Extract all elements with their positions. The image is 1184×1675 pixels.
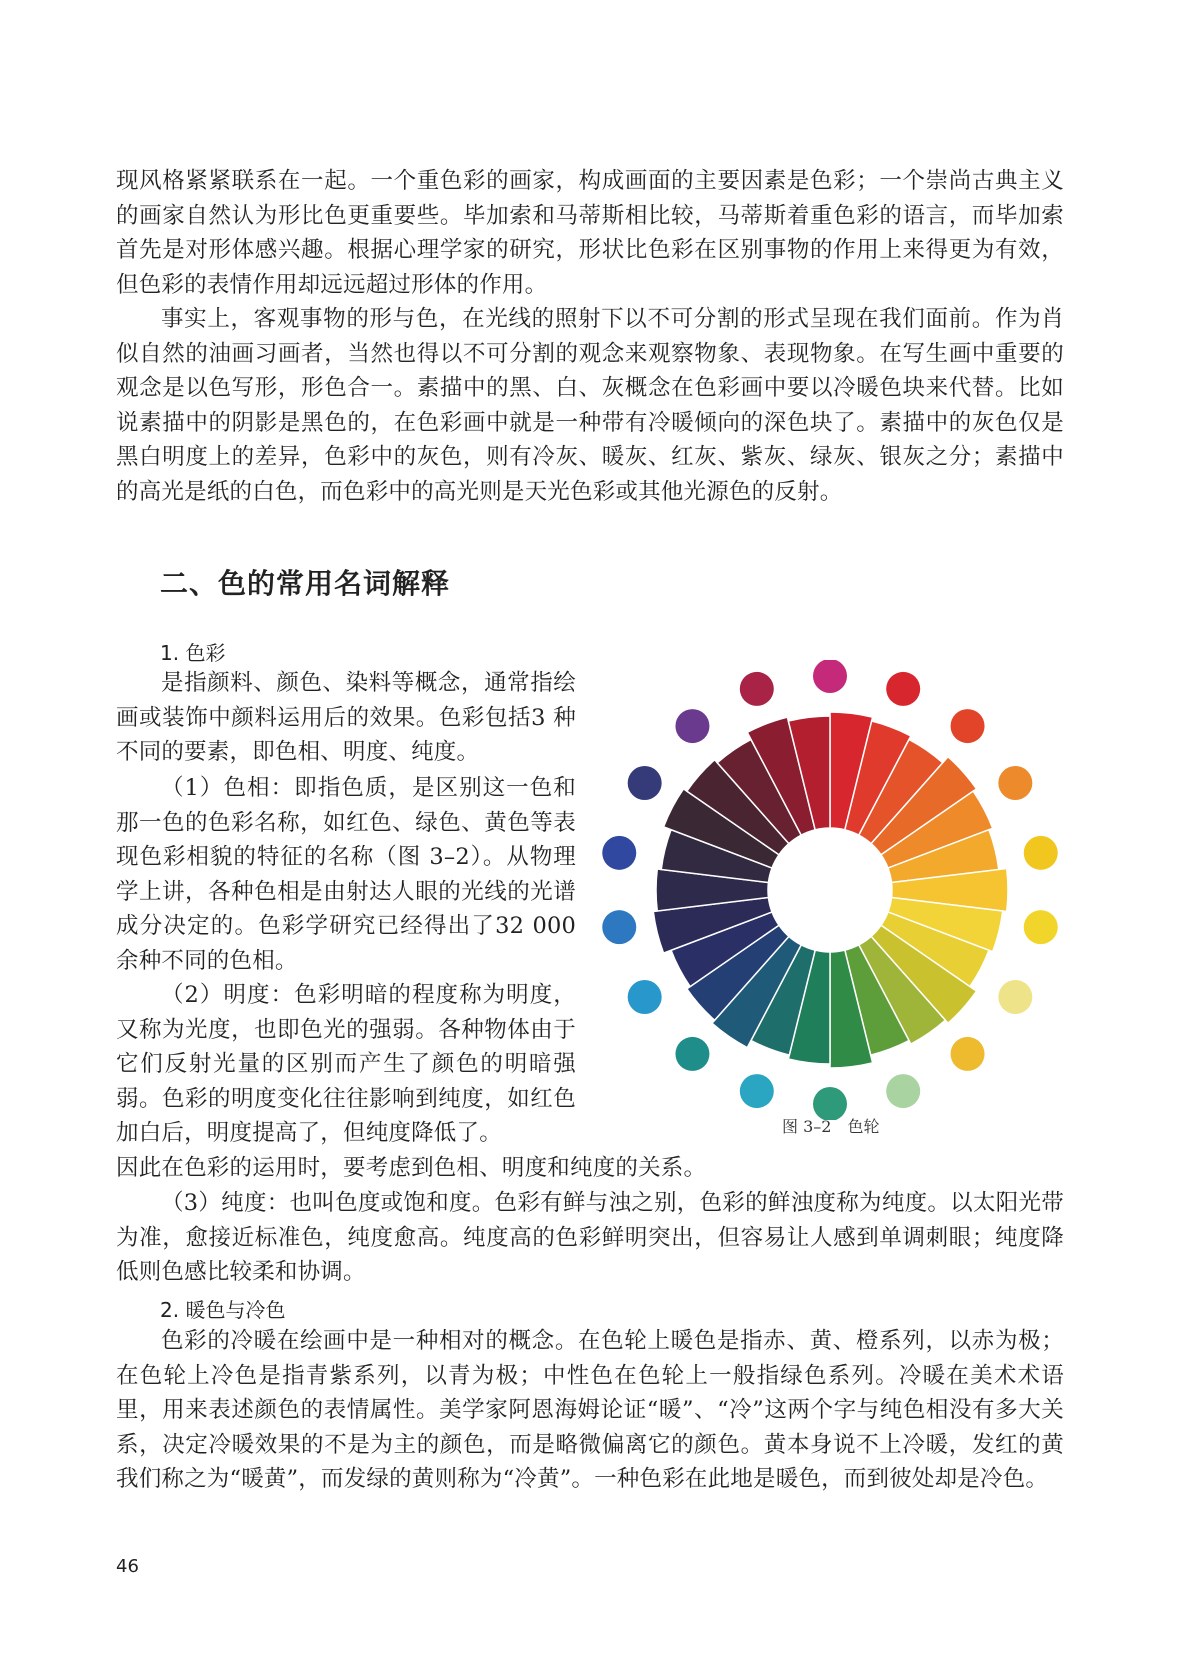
color-swatch-dot: [886, 672, 920, 706]
color-swatch-dot: [813, 660, 847, 693]
color-swatch-dot: [628, 980, 662, 1014]
color-swatch-dot: [998, 766, 1032, 800]
color-swatch-dot: [675, 1037, 709, 1071]
color-swatch-dot: [998, 980, 1032, 1014]
paragraph-saturation: （3）纯度：也叫色度或饱和度。色彩有鲜与浊之别，色彩的鲜浊度称为纯度。以太阳光带为准，愈接近标准色，纯度愈高。纯度高的色彩鲜明突出，但容易让人感到单调刺眼；纯度降低则色感比较柔和协调。: [116, 1190, 1064, 1286]
paragraph-form-and-color: 事实上，客观事物的形与色，在光线的照射下以不可分割的形式呈现在我们面前。作为肖似自然的油画习画者，当然也得以不可分割的观念来观察物象、表现物象。在写生画中重要的观念是以色写形，形色合一。素描中的黑、白、灰概念在色彩画中要以冷暖色块来代替。比如说素描中的阴影是黑色的，在色彩画中就是一种带有冷暖倾向的深色块了。素描中的灰色仅是黑白明度上的差异，色彩中的灰色，则有冷灰、暖灰、红灰、紫灰、绿灰、银灰之分；素描中的高光是纸的白色，而色彩中的高光则是天光色彩或其他光源色的反射。: [116, 306, 1064, 505]
paragraph-continued: 现风格紧紧联系在一起。一个重色彩的画家，构成画面的主要因素是色彩；一个崇尚古典主义的画家自然认为形比色更重要些。毕加索和马蒂斯相比较，马蒂斯着重色彩的语言，而毕加索首先是对形体感兴趣。根据心理学家的研究，形状比色彩在区别事物的作用上来得更为有效，但色彩的表情作用却远远超过形体的作用。: [116, 168, 1064, 298]
color-swatch-dot: [951, 709, 985, 743]
paragraph-value: （2）明度：色彩明暗的程度称为明度，又称为光度，也即色光的强弱。各种物体由于它们反射光量的区别而产生了颜色的明暗强弱。色彩的明度变化往往影响到纯度，如红色加白后，明度提高了，但纯度降低了。: [116, 982, 576, 1147]
subsection-heading-color: 1. 色彩: [160, 641, 226, 665]
color-wheel-figure: [600, 660, 1060, 1120]
color-swatch-dot: [628, 766, 662, 800]
subsection-heading-warm-cool: 2. 暖色与冷色: [160, 1298, 286, 1322]
section-heading: 二、色的常用名词解释: [160, 567, 451, 600]
paragraph-warm-cool: 色彩的冷暖在绘画中是一种相对的概念。在色轮上暖色是指赤、黄、橙系列，以赤为极；在色轮上冷色是指青紫系列，以青为极；中性色在色轮上一般指绿色系列。冷暖在美术术语里，用来表述颜色的表情属性。美学家阿恩海姆论证“暖”、“冷”这两个字与纯色相没有多大关系，决定冷暖效果的不是为主的颜色，而是略微偏离它的颜色。黄本身说不上冷暖，发红的黄我们称之为“暖黄”，而发绿的黄则称为“冷黄”。一种色彩在此地是暖色，而到彼处却是冷色。: [116, 1328, 1064, 1493]
color-swatch-dot: [602, 836, 636, 870]
color-swatch-dot: [675, 709, 709, 743]
color-swatch-dot: [886, 1074, 920, 1108]
paragraph-hue: （1）色相：即指色质，是区别这一色和那一色的色彩名称，如红色、绿色、黄色等表现色彩相貌的特征的名称（图 3–2）。从物理学上讲，各种色相是由射达人眼的光线的光谱成分决定的。色彩学研究已经得出了32 000 余种不同的色相。: [116, 775, 576, 974]
color-swatch-dot: [740, 672, 774, 706]
page-number: 46: [116, 1556, 139, 1577]
color-swatch-dot: [740, 1074, 774, 1108]
color-swatch-dot: [1024, 836, 1058, 870]
color-swatch-dot: [1024, 910, 1058, 944]
color-swatch-dot: [951, 1037, 985, 1071]
figure-caption: 图 3–2 色轮: [782, 1117, 880, 1136]
paragraph-value-continued: 因此在色彩的运用时，要考虑到色相、明度和纯度的关系。: [116, 1155, 707, 1181]
paragraph-color-definition: 是指颜料、颜色、染料等概念，通常指绘画或装饰中颜料运用后的效果。色彩包括3 种不同的要素，即色相、明度、纯度。: [116, 670, 576, 766]
color-wheel-center: [768, 828, 892, 952]
color-swatch-dot: [602, 910, 636, 944]
